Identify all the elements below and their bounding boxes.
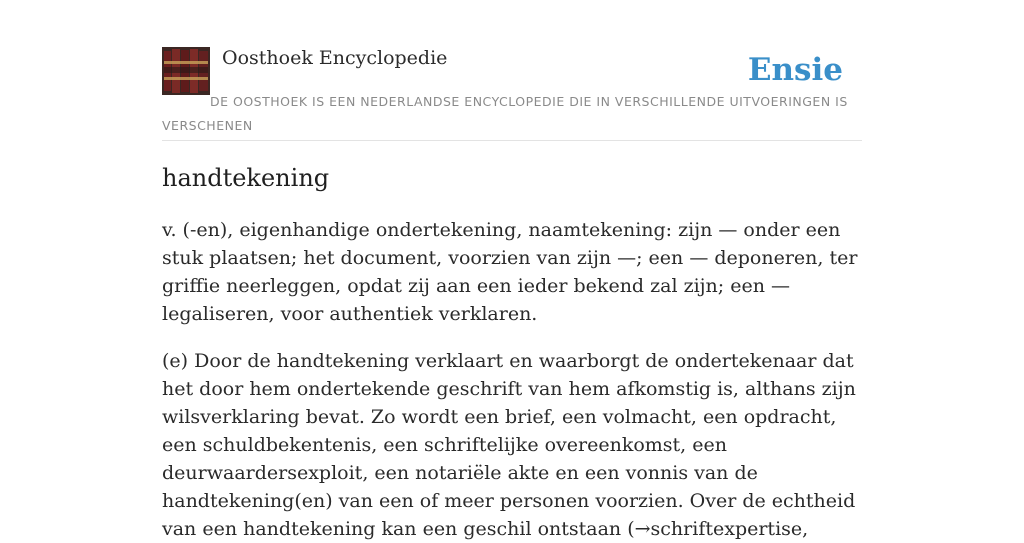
article-paragraph: v. (-en), eigenhandige ondertekening, naamtekening: zijn — onder een stuk plaatsen; het document, voorzien van zijn —; een — deponeren, ter griffie neerleggen, opdat zij aan een ieder bekend zal zijn; een — legaliseren, voor authentiek verklaren.: [162, 219, 858, 325]
article-title: handtekening: [162, 164, 330, 192]
article-paragraph: (e) Door de handtekening verklaart en waarborgt de ondertekenaar dat het door hem ondertekende geschrift van hem afkomstig is, althans zijn wilsverklaring bevat. Zo wordt een brief, een volmacht, een opdracht, een schuldbekentenis, een schriftelijke overeenkomst, een deurwaardersexploit, een notariële akte en een vonnis van de handtekening(en) van een of meer personen voorzien. Over de echtheid van een handtekening kan een geschil ontstaan (→schriftexpertise,: [162, 350, 856, 540]
site-tagline: DE OOSTHOEK IS EEN NEDERLANDSE ENCYCLOPEDIE DIE IN VERSCHILLENDE UITVOERINGEN IS VERSCHENEN: [162, 94, 848, 133]
encyclopedia-books-icon[interactable]: [162, 47, 210, 95]
site-name[interactable]: Oosthoek Encyclopedie: [222, 47, 448, 69]
brand-logo[interactable]: Ensie: [747, 52, 843, 88]
site-header: [162, 46, 862, 141]
article: [162, 160, 862, 543]
